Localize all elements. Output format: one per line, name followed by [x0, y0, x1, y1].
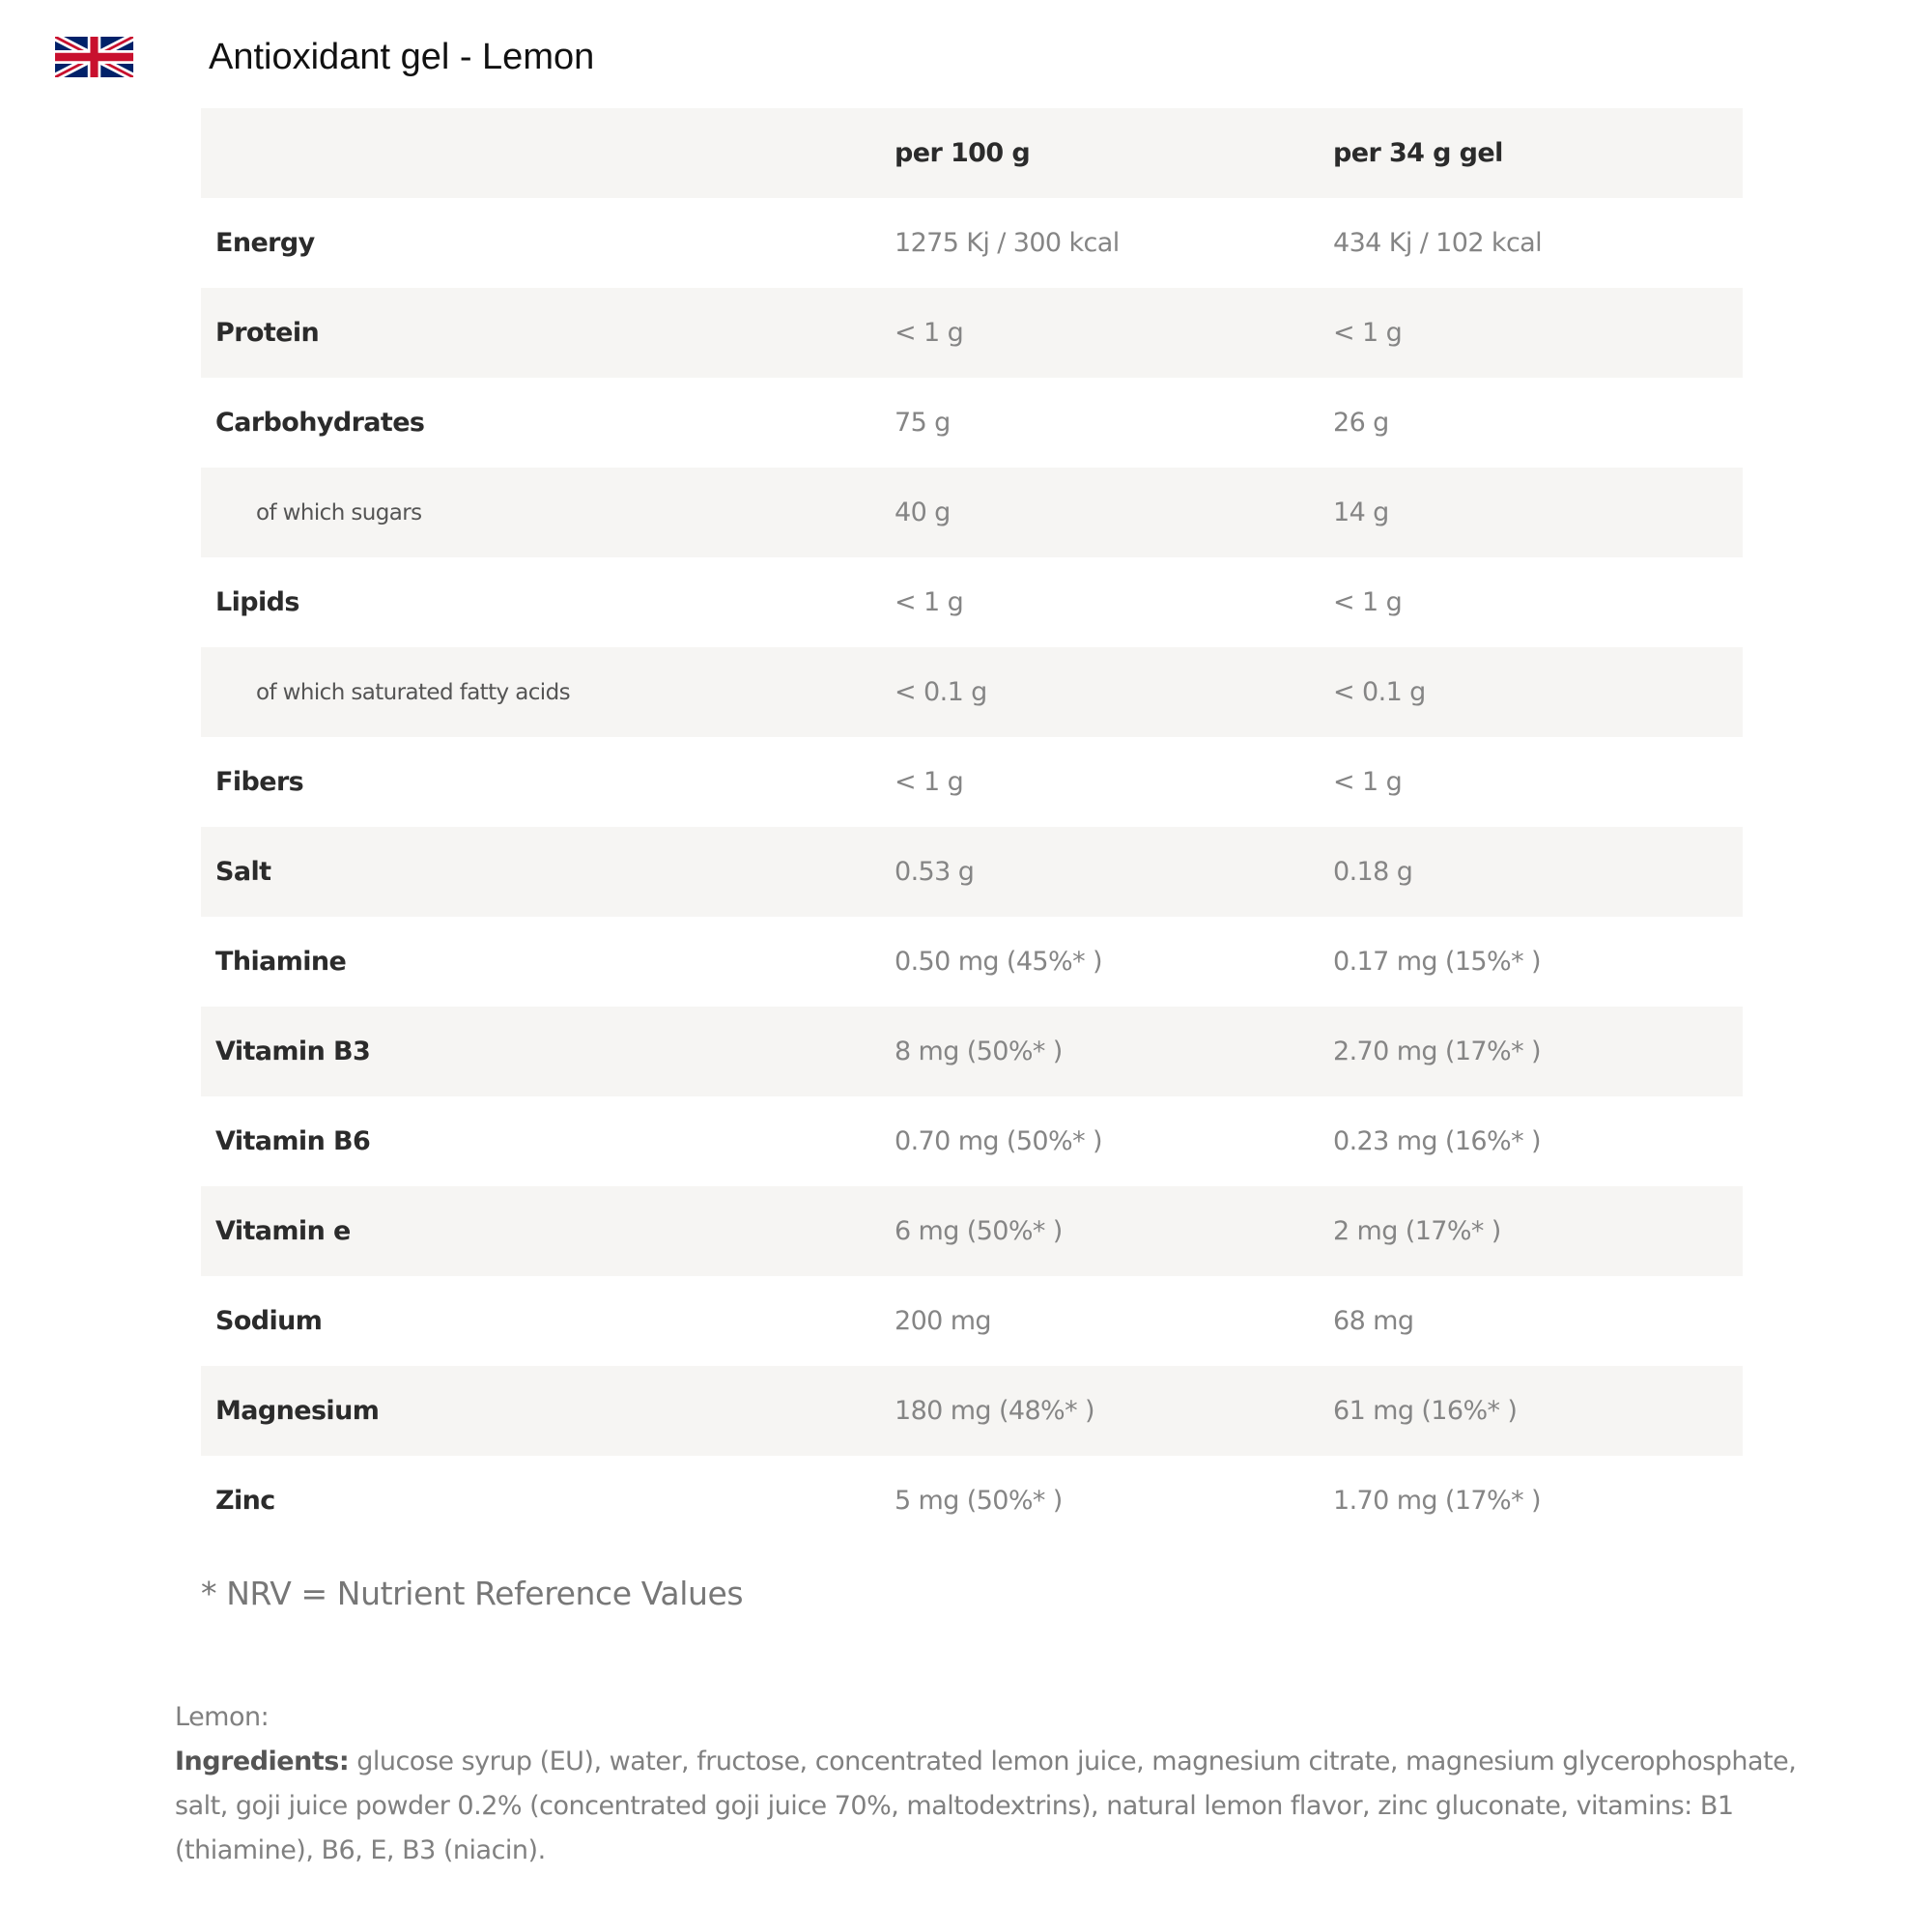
nutrient-name: of which saturated fatty acids [256, 679, 570, 705]
column-header-per-serving: per 34 g gel [1333, 138, 1503, 168]
column-header-nutrient [201, 108, 895, 198]
table-row [201, 647, 1743, 737]
nutrient-name: Salt [215, 857, 271, 887]
value-per-100g: < 1 g [895, 318, 964, 348]
table-row [201, 378, 1743, 468]
nutrient-name: Sodium [215, 1306, 323, 1336]
table-row [201, 1276, 1743, 1366]
nutrient-name: Protein [215, 318, 320, 348]
uk-flag-icon [55, 37, 133, 77]
nutrient-name: Zinc [215, 1486, 275, 1516]
flavor-label: Lemon: [175, 1702, 270, 1732]
value-per-100g: 0.53 g [895, 857, 975, 887]
nutrition-table [201, 108, 1743, 1546]
value-per-serving: < 1 g [1333, 587, 1403, 617]
value-per-100g: 0.50 mg (45%* ) [895, 947, 1102, 977]
table-row [201, 1007, 1743, 1096]
value-per-serving: 2.70 mg (17%* ) [1333, 1037, 1541, 1066]
value-per-serving: 434 Kj / 102 kcal [1333, 228, 1543, 258]
table-body [201, 198, 1743, 1546]
nutrient-name: Magnesium [215, 1396, 380, 1426]
table-row [201, 1456, 1743, 1546]
value-per-100g: 180 mg (48%* ) [895, 1396, 1094, 1426]
nutrient-name: Lipids [215, 587, 299, 617]
table-row [201, 557, 1743, 647]
table-row [201, 288, 1743, 378]
column-header-per-100g: per 100 g [895, 138, 1031, 168]
nrv-footnote: * NRV = Nutrient Reference Values [201, 1575, 744, 1612]
page-title: Antioxidant gel - Lemon [209, 37, 595, 77]
nutrient-name: Vitamin B6 [215, 1126, 371, 1156]
value-per-serving: < 0.1 g [1333, 677, 1426, 707]
ingredients-label: Ingredients: [175, 1747, 350, 1776]
table-row [201, 198, 1743, 288]
value-per-serving: < 1 g [1333, 318, 1403, 348]
ingredients-text: glucose syrup (EU), water, fructose, concentrated lemon juice, magnesium citrate, magnesium glycerophosphate, salt, goji juice powder 0.2% (concentrated goji juice 70%, maltodextrins), natural lemon flavor, zinc gluconate, vitamins: B1 (thiamine), B6, E, B3 (niacin). [175, 1747, 1797, 1865]
value-per-100g: 200 mg [895, 1306, 991, 1336]
nutrient-name: Energy [215, 228, 315, 258]
page-header [55, 32, 594, 82]
value-per-100g: < 1 g [895, 587, 964, 617]
value-per-100g: 75 g [895, 408, 951, 438]
table-row [201, 737, 1743, 827]
table-row [201, 468, 1743, 557]
ingredients-paragraph [175, 1740, 1817, 1873]
value-per-100g: 0.70 mg (50%* ) [895, 1126, 1102, 1156]
nutrient-name: Thiamine [215, 947, 347, 977]
value-per-serving: 0.17 mg (15%* ) [1333, 947, 1541, 977]
value-per-serving: 0.23 mg (16%* ) [1333, 1126, 1541, 1156]
table-row [201, 827, 1743, 917]
table-row [201, 917, 1743, 1007]
table-row [201, 1366, 1743, 1456]
nutrient-name: of which sugars [256, 499, 422, 526]
value-per-100g: < 0.1 g [895, 677, 987, 707]
value-per-serving: 0.18 g [1333, 857, 1413, 887]
ingredients-section [175, 1695, 1817, 1873]
value-per-100g: 5 mg (50%* ) [895, 1486, 1063, 1516]
table-row [201, 1186, 1743, 1276]
value-per-serving: 1.70 mg (17%* ) [1333, 1486, 1541, 1516]
nutrient-name: Fibers [215, 767, 304, 797]
nutrient-name: Vitamin e [215, 1216, 351, 1246]
value-per-serving: 2 mg (17%* ) [1333, 1216, 1501, 1246]
nutrient-name: Carbohydrates [215, 408, 425, 438]
table-row [201, 1096, 1743, 1186]
value-per-serving: 14 g [1333, 497, 1389, 527]
value-per-serving: 61 mg (16%* ) [1333, 1396, 1518, 1426]
value-per-100g: < 1 g [895, 767, 964, 797]
value-per-serving: 26 g [1333, 408, 1389, 438]
table-header-row [201, 108, 1743, 198]
value-per-100g: 6 mg (50%* ) [895, 1216, 1063, 1246]
value-per-100g: 1275 Kj / 300 kcal [895, 228, 1120, 258]
value-per-serving: < 1 g [1333, 767, 1403, 797]
nutrient-name: Vitamin B3 [215, 1037, 371, 1066]
value-per-serving: 68 mg [1333, 1306, 1414, 1336]
value-per-100g: 40 g [895, 497, 951, 527]
value-per-100g: 8 mg (50%* ) [895, 1037, 1063, 1066]
